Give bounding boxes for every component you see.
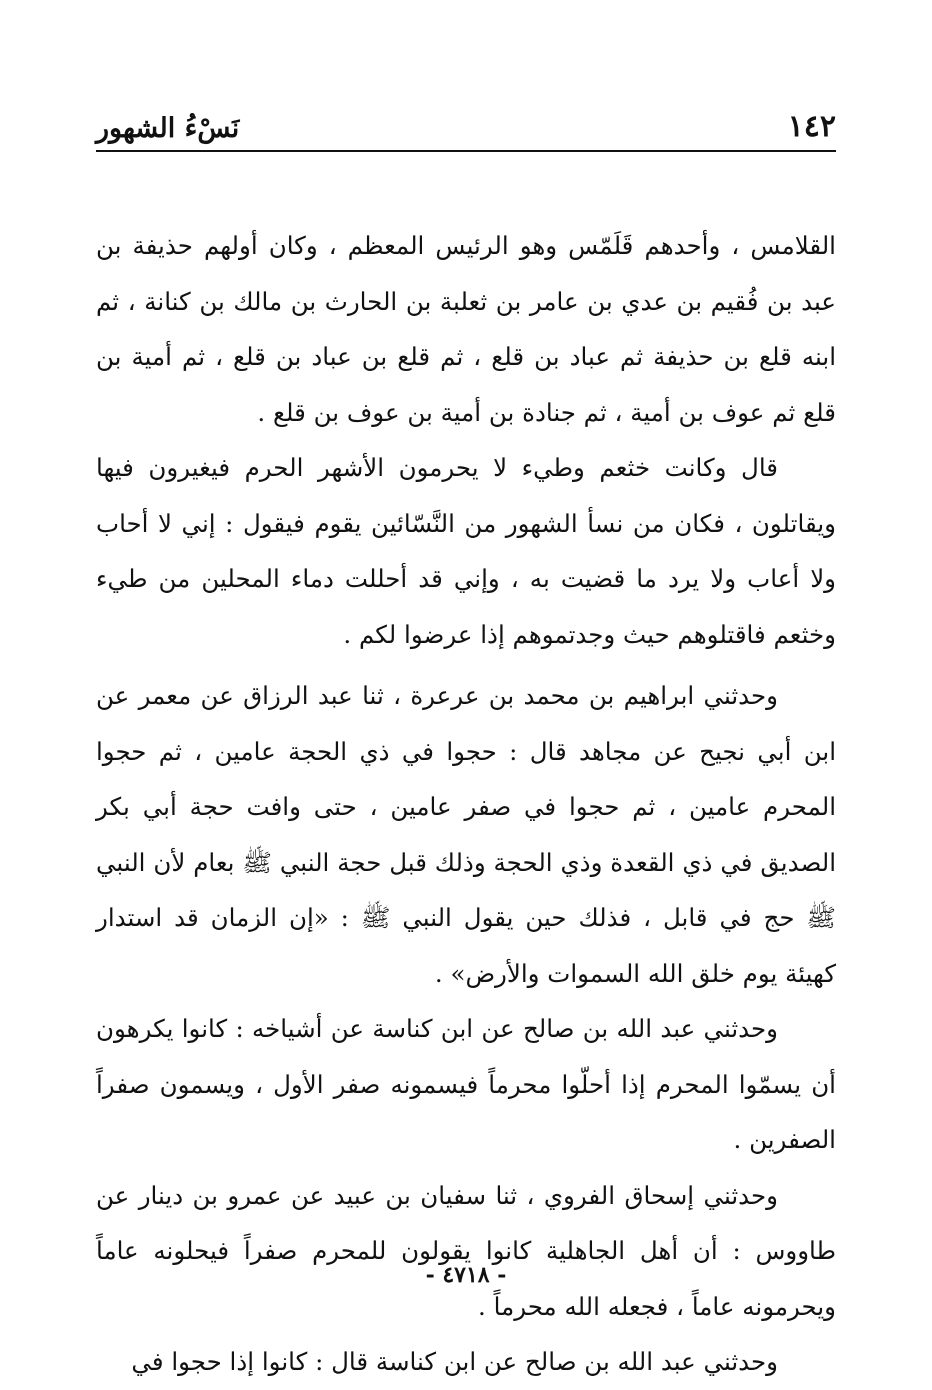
- body-text: [96, 218, 836, 1390]
- paragraph-2: قال وكانت خثعم وطيء لا يحرمون الأشهر الحرم فيغيرون فيها ويقاتلون ، فكان من نسأ الشهور من النَّسّائين يقوم فيقول : إني لا أحاب ولا أعاب ولا يرد ما قضيت به ، وإني قد أحللت دماء المحلين من طيء وخثعم فاقتلوهم حيث وجدتموهم إذا عرضوا لكم .: [96, 453, 836, 649]
- paragraph-3: وحدثني ابراهيم بن محمد بن عرعرة ، ثنا عبد الرزاق عن معمر عن ابن أبي نجيح عن مجاهد قال : حجوا في ذي الحجة عامين ، ثم حجوا المحرم عامين ، ثم حجوا في صفر عامين ، حتى وافت حجة أبي بكر الصديق في ذي القعدة وذي الحجة وذلك قبل حجة النبي ﷺ بعام لأن النبي ﷺ حج في قابل ، فذلك حين يقول النبي ﷺ : «إن الزمان قد استدار كهيئة يوم خلق الله السموات والأرض» .: [96, 681, 836, 988]
- footer-page-number: - ٤٧١٨ -: [425, 1262, 507, 1288]
- paragraph-4: وحدثني عبد الله بن صالح عن ابن كناسة عن أشياخه : كانوا يكرهون أن يسمّوا المحرم إذا أحلّوا محرماً فيسمونه صفر الأول ، ويسمون صفراً الصفرين .: [96, 1014, 836, 1154]
- paragraph-6: وحدثني عبد الله بن صالح عن ابن كناسة قال : كانوا إذا حجوا في: [131, 1347, 778, 1376]
- paragraph-1: القلامس ، وأحدهم قَلَمّس وهو الرئيس المعظم ، وكان أولهم حذيفة بن عبد بن فُقيم بن عدي بن عامر بن ثعلبة بن الحارث بن مالك بن كنانة ، ثم ابنه قلع بن حذيفة ثم عباد بن قلع ، ثم قلع بن عباد بن قلع ، ثم أمية بن قلع ثم عوف بن أمية ، ثم جنادة بن أمية بن عوف بن قلع .: [96, 231, 836, 427]
- running-header: [96, 108, 836, 152]
- page-number: ١٤٢: [787, 109, 836, 144]
- book-title: نَسْءُ الشهور: [96, 113, 240, 144]
- paragraph-5: وحدثني إسحاق الفروي ، ثنا سفيان بن عبيد عن عمرو بن دينار عن طاووس : أن أهل الجاهلية كانوا يقولون للمحرم صفراً فيحلونه عاماً ويحرمونه عاماً ، فجعله الله محرماً .: [96, 1180, 836, 1321]
